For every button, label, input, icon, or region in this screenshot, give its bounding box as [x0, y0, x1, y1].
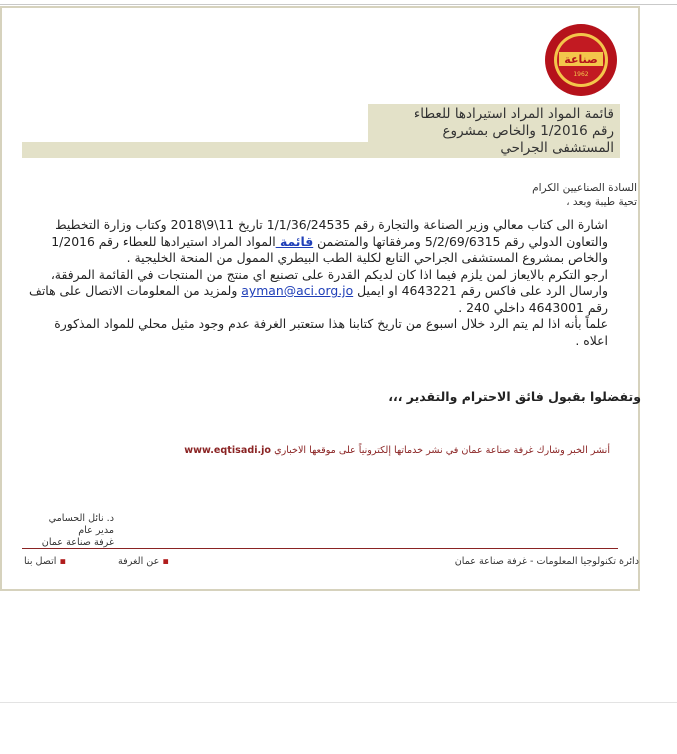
footer-department: دائرة تكنولوجيا المعلومات - غرفة صناعة عمان	[454, 556, 639, 567]
paragraph-2	[26, 267, 608, 317]
site-link[interactable]: www.eqtisadi.jo	[184, 445, 272, 456]
logo-sub-text: 1962	[573, 71, 589, 78]
bottom-divider	[0, 702, 677, 703]
top-divider	[0, 4, 677, 5]
title-line-2: رقم 1/2016 والخاص بمشروع	[442, 123, 614, 139]
addressee: السادة الصناعيين الكرام	[532, 182, 637, 194]
paragraph-1-text: اشارة الى كتاب معالي وزير الصناعة والتجارة رقم 1/1/36/24535 تاريخ 11\9\2018 وكتاب وزارة التخطيط والتعاون الدولي رقم 5/2/69/6315 ومرفقاتها والمتضمن	[55, 217, 608, 249]
promo-line	[140, 445, 610, 456]
footer-about-label: عن الغرفة	[118, 556, 160, 567]
chamber-logo-icon	[543, 22, 619, 98]
title-banner	[22, 104, 620, 158]
signature-name: د. نائل الحسامي	[48, 513, 114, 524]
bullet-icon: ▪	[162, 556, 169, 567]
title-line-3: المستشفى الجراحي	[500, 140, 614, 156]
paragraph-3: علماً بأنه اذا لم يتم الرد خلال اسبوع من تاريخ كتابنا هذا ستعتبر الغرفة عدم وجود مثيل محلي للمواد المذكورة اعلاه .	[54, 316, 608, 348]
footer-contact-label: اتصل بنا	[24, 556, 57, 567]
footer-about-link[interactable]	[118, 556, 169, 567]
promo-text: أنشر الخبر وشارك غرفة صناعة عمان في نشر خدماتها إلكترونياً على موقعها الاخباري	[271, 445, 610, 456]
title-line-1: قائمة المواد المراد استيرادها للعطاء	[413, 106, 614, 122]
paragraph-2-text: ارجو التكرم بالايعاز لمن يلزم فيما اذا كان لديكم القدرة على تصنيع اي منتج من المنتجات في القائمة المرفقة، وارسال الرد على فاكس رقم 4643221 او ايميل	[50, 266, 608, 298]
paragraph-1	[26, 217, 608, 267]
logo-center-text: صناعة	[564, 53, 598, 66]
letter-body	[26, 217, 608, 349]
footer-contact-link[interactable]	[24, 556, 66, 567]
list-link[interactable]: قائمة	[275, 233, 314, 249]
salutation: تحية طيبة وبعد ،	[566, 196, 637, 208]
signature-org: غرفة صناعة عمان	[41, 537, 114, 548]
signature-role: مدير عام	[78, 525, 114, 536]
footer-divider	[22, 548, 618, 549]
paragraph-2-text-end: ولمزيد من المعلومات الاتصال على هاتف رقم 4643001 داخلي 240 .	[29, 283, 608, 315]
paragraph-1-text-end: المواد المراد استيرادها للعطاء رقم 1/2016 والخاص بمشروع المستشفى الجراحي التابع لكلية الطب البيطري الممول من المنحة الخليجية .	[51, 233, 608, 265]
signature-block	[24, 513, 114, 549]
page-title	[354, 106, 614, 157]
bullet-icon: ▪	[59, 556, 67, 567]
email-link[interactable]: ayman@aci.org.jo	[241, 283, 354, 298]
closing-line: وتفضلوا بقبول فائق الاحترام والتقدير ،،،	[388, 389, 641, 404]
